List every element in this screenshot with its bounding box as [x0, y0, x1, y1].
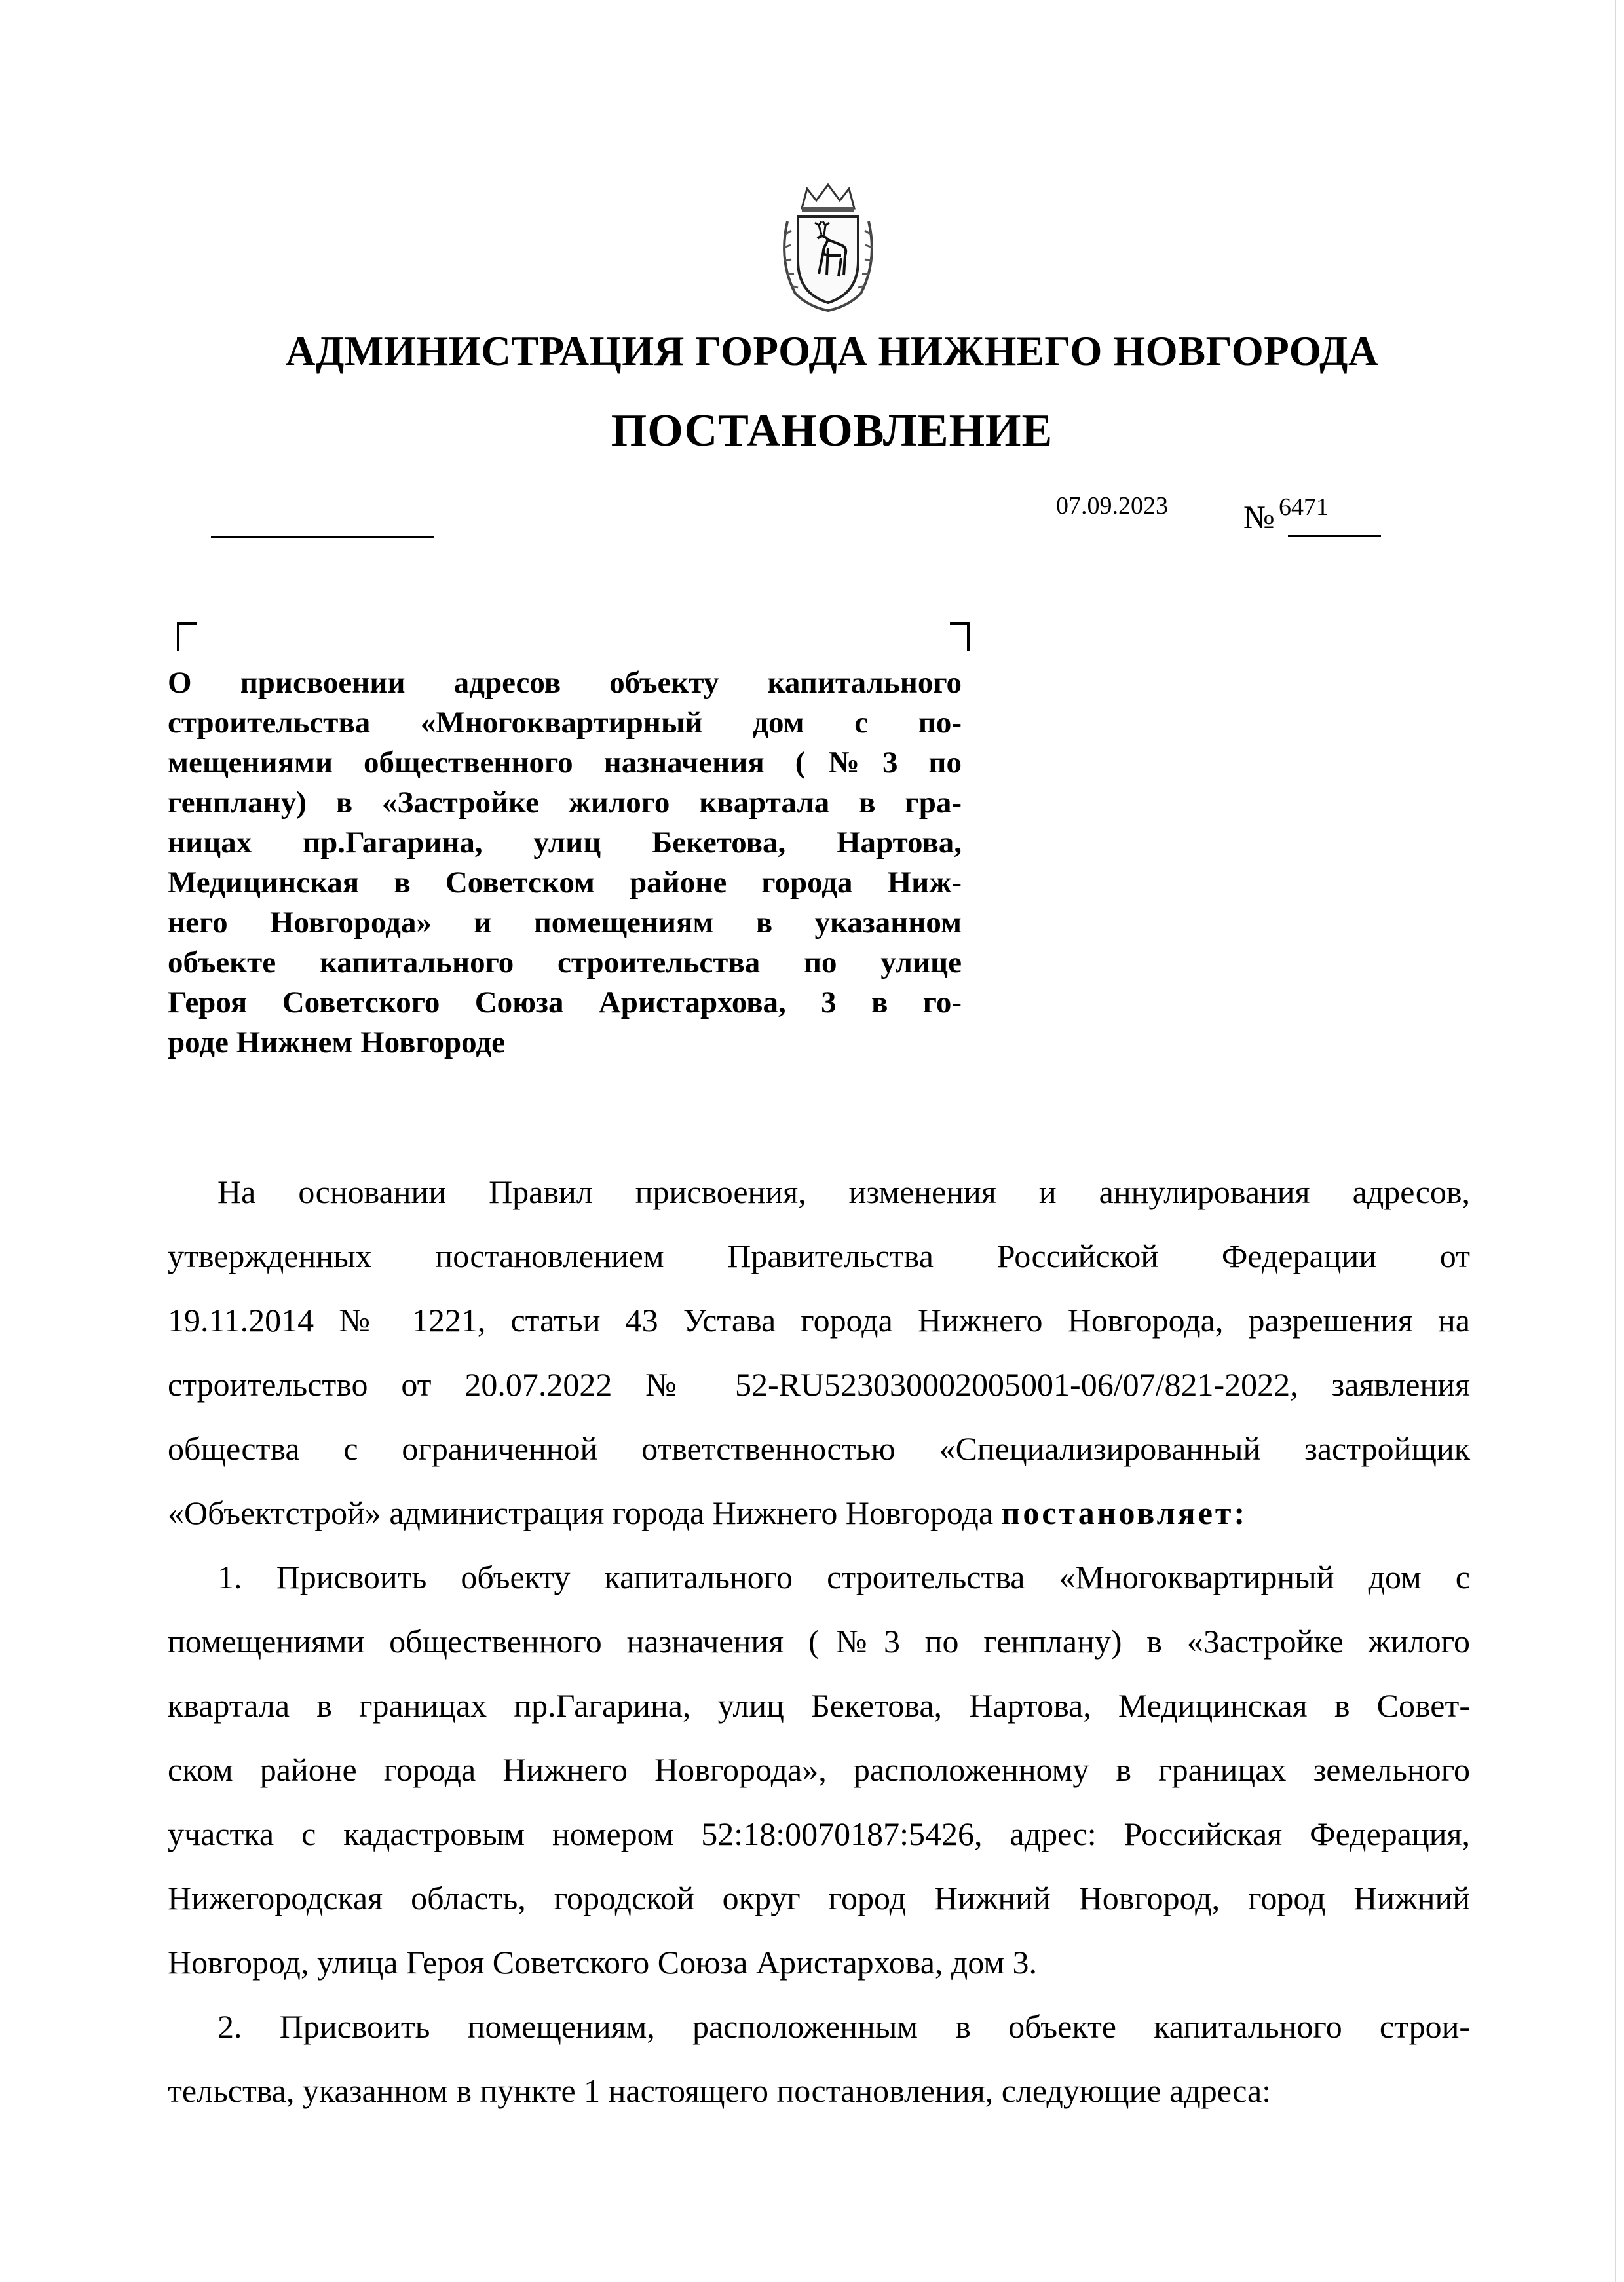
- subject-line: роде Нижнем Новгороде: [168, 1025, 505, 1059]
- subject-line: О присвоении адресов объекту капитального: [168, 666, 962, 700]
- subject-line: объекте капитального строительства по улице: [168, 945, 962, 979]
- document-subject: [168, 663, 962, 1063]
- item-1-line: Новгород, улица Героя Советского Союза Аристархова, дом 3.: [168, 1944, 1038, 1981]
- blank-date-line: [211, 536, 434, 538]
- preamble-line: «Объектстрой» администрация города Нижнего Новгорода: [168, 1494, 994, 1531]
- number-underline: [1288, 535, 1381, 537]
- item-1-line: помещениями общественного назначения (№3 по генплану) в «Застройке жилого: [168, 1623, 1470, 1660]
- item-1-line: Нижегородская область, городской округ город Нижний Новгород, город Нижний: [168, 1880, 1470, 1916]
- subject-corner-mark-right: [950, 622, 970, 651]
- preamble-line: общества с ограниченной ответственностью «Специализированный застройщик: [168, 1430, 1470, 1467]
- item-1-line: 1. Присвоить объекту капитального строительства «Многоквартирный дом с: [217, 1559, 1470, 1595]
- subject-line: мещениями общественного назначения (№3 по: [168, 746, 962, 780]
- item-2-line: тельства, указанном в пункте 1 настоящего постановления, следующие адреса:: [168, 2072, 1272, 2109]
- item-1-line: квартала в границах пр.Гагарина, улиц Бекетова, Нартова, Медицинская в Совет-: [168, 1687, 1470, 1724]
- number-sign: №: [1243, 499, 1275, 535]
- subject-line: Героя Советского Союза Аристархова, 3 в го-: [168, 985, 962, 1019]
- subject-line: него Новгорода» и помещениям в указанном: [168, 905, 962, 940]
- preamble-line: строительство от 20.07.2022 № 52-RU523030002005001-06/07/821-2022, заявления: [168, 1366, 1470, 1403]
- organization-title: АДМИНИСТРАЦИЯ ГОРОДА НИЖНЕГО НОВГОРОДА: [285, 328, 1379, 374]
- document-body: [168, 1160, 1470, 2123]
- preamble-line: утвержденных постановлением Правительства Российской Федерации от: [168, 1238, 1470, 1274]
- document-type-heading: ПОСТАНОВЛЕНИЕ: [611, 406, 1053, 456]
- preamble-final-line: [168, 1481, 1470, 1545]
- subject-line: ницах пр.Гагарина, улиц Бекетова, Нартова,: [168, 826, 962, 860]
- city-coat-of-arms-emblem: [776, 182, 880, 313]
- preamble-line: 19.11.2014 № 1221, статьи 43 Устава города Нижнего Новгорода, разрешения на: [168, 1302, 1470, 1339]
- item-1-line: участка с кадастровым номером 52:18:0070187:5426, адрес: Российская Федерация,: [168, 1816, 1470, 1852]
- subject-line: генплану) в «Застройке жилого квартала в гра-: [168, 786, 962, 820]
- subject-line: строительства «Многоквартирный дом с по-: [168, 706, 962, 740]
- document-date: 07.09.2023: [1056, 492, 1168, 520]
- document-number: 6471: [1279, 493, 1329, 521]
- item-2-line: 2. Присвоить помещениям, расположенным в объекте капитального строи-: [217, 2008, 1470, 2045]
- decree-keyword: постановляет:: [1001, 1494, 1248, 1531]
- item-1-line: ском районе города Нижнего Новгорода», расположенному в границах земельного: [168, 1751, 1470, 1788]
- subject-corner-mark-left: [177, 622, 197, 651]
- preamble-line: На основании Правил присвоения, изменения и аннулирования адресов,: [217, 1173, 1470, 1210]
- subject-line: Медицинская в Советском районе города Ниж-: [168, 865, 962, 900]
